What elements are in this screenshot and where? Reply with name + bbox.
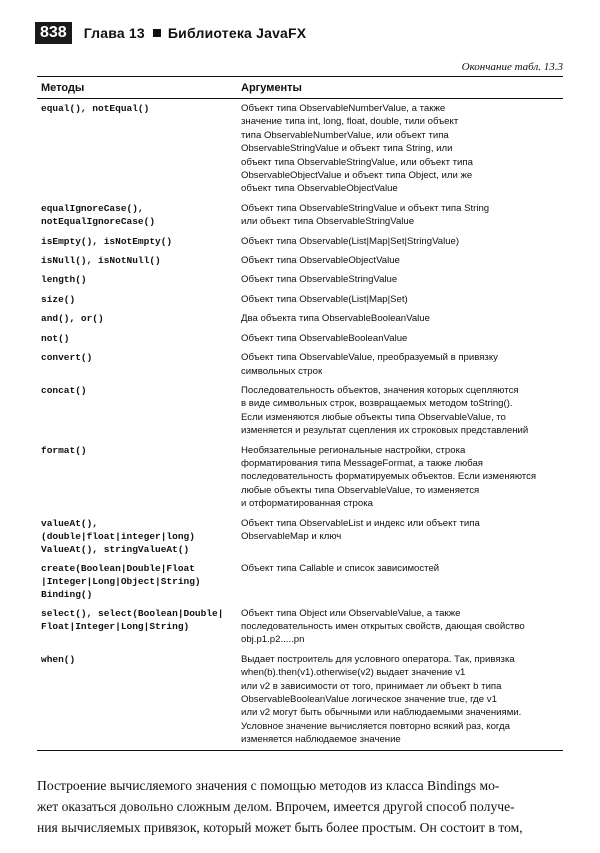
table-row	[37, 251, 563, 270]
method-name: (double|float|integer|long)	[41, 530, 195, 542]
arguments-cell	[235, 562, 563, 601]
table-row	[37, 604, 563, 650]
column-header-arguments: Аргументы	[241, 82, 302, 94]
argument-line: Последовательность объектов, значения которых сцепляются	[241, 384, 519, 396]
arguments-cell	[235, 444, 563, 511]
argument-line: Два объекта типа ObservableBooleanValue	[241, 313, 430, 325]
arguments-cell	[235, 351, 563, 378]
argument-line: ObservableMap и ключ	[241, 530, 342, 542]
method-cell	[37, 607, 235, 647]
arguments-cell	[235, 273, 563, 286]
method-cell	[37, 235, 235, 248]
argument-line: Выдает построитель для условного оператора. Так, привязка	[241, 653, 515, 665]
argument-line: Объект типа Observable(List|Map|Set|StringValue)	[241, 235, 460, 247]
argument-line: значение типа int, long, float, double, тили объект	[241, 116, 459, 128]
method-name: select(), select(Boolean|Double|	[41, 607, 224, 619]
method-cell	[37, 562, 235, 601]
table-row	[37, 559, 563, 604]
argument-line: Объект типа ObservableBooleanValue	[241, 332, 408, 344]
arguments-cell	[235, 653, 563, 747]
method-cell	[37, 653, 235, 747]
method-name: notEqualIgnoreCase()	[41, 215, 156, 227]
argument-line: when(b).then(v1).otherwise(v2) выдает значение v1	[241, 667, 466, 679]
method-cell	[37, 293, 235, 306]
arguments-cell	[235, 517, 563, 556]
argument-line: Объект типа Observable(List|Map|Set)	[241, 293, 408, 305]
column-header-methods: Методы	[41, 82, 85, 94]
argument-line: ObservableObjectValue и объект типа Object, или же	[241, 170, 473, 182]
arguments-cell	[235, 254, 563, 267]
method-cell	[37, 202, 235, 229]
table-row	[37, 381, 563, 441]
method-name: isNull(), isNotNull()	[41, 255, 161, 267]
argument-line: объект типа ObservableObjectValue	[241, 183, 398, 195]
method-name: ValueAt(), stringValueAt()	[41, 543, 190, 555]
method-name: |Integer|Long|Object|String)	[41, 575, 201, 587]
argument-line: форматирования типа MessageFormat, а также любая	[241, 457, 483, 469]
arguments-cell	[235, 102, 563, 196]
body-line: Построение вычисляемого значения с помощью методов из класса Bindings мо-	[37, 778, 500, 793]
argument-line: последовательность имен открытых свойств, дающая свойство	[241, 620, 525, 632]
argument-line: ObservableStringValue и объект типа String, или	[241, 143, 453, 155]
arguments-cell	[235, 607, 563, 647]
method-cell	[37, 332, 235, 345]
method-name: when()	[41, 653, 76, 665]
body-line: жет оказаться довольно сложным делом. Впрочем, имеется другой способ получе-	[37, 799, 515, 814]
method-cell	[37, 273, 235, 286]
method-name: not()	[41, 332, 70, 344]
table-row	[37, 232, 563, 251]
arguments-cell	[235, 235, 563, 248]
square-bullet-icon	[153, 29, 161, 37]
argument-line: Условное значение вычисляется повторно всякий раз, когда	[241, 720, 510, 732]
argument-line: Объект типа ObservableList и индекс или объект типа	[241, 517, 480, 529]
table-caption: Окончание табл. 13.3	[461, 61, 563, 73]
method-cell	[37, 254, 235, 267]
page-header	[35, 20, 565, 46]
method-name: equal(), notEqual()	[41, 103, 150, 114]
body-line: ния вычисляемых привязок, который может быть более простым. Он состоит в том,	[37, 820, 523, 835]
argument-line: Объект типа ObservableNumberValue, а также	[241, 103, 446, 114]
chapter-number: Глава 13	[83, 25, 145, 41]
table-row	[37, 329, 563, 348]
arguments-cell	[235, 384, 563, 438]
body-paragraph	[37, 775, 565, 838]
method-cell	[37, 312, 235, 325]
chapter-title: Библиотека JavaFX	[167, 25, 307, 41]
argument-line: или v2 могут быть обычными или наблюдаемыми значениями.	[241, 707, 522, 719]
argument-line: в виде символьных строк, возвращаемых методом toString().	[241, 398, 513, 410]
arguments-cell	[235, 332, 563, 345]
method-name: equalIgnoreCase(),	[41, 202, 144, 214]
argument-line: изменяется наблюдаемое значение	[241, 734, 401, 746]
argument-line: Объект типа ObservableValue, преобразуемый в привязку	[241, 352, 498, 364]
argument-line: Объект типа ObservableObjectValue	[241, 255, 400, 267]
table-row	[37, 514, 563, 559]
argument-line: Объект типа Object или ObservableValue, а также	[241, 607, 461, 619]
method-cell	[37, 517, 235, 556]
argument-line: любые объекты типа ObservableValue, то изменяется	[241, 484, 480, 496]
arguments-cell	[235, 293, 563, 306]
argument-line: obj.p1.p2.....pn	[241, 634, 305, 646]
table-row	[37, 650, 563, 750]
page-number: 838	[35, 22, 72, 44]
chapter-label	[84, 25, 307, 41]
method-name: Float|Integer|Long|String)	[41, 620, 190, 632]
argument-line: и отформатированная строка	[241, 498, 373, 510]
argument-line: объект типа ObservableStringValue, или объект типа	[241, 156, 473, 168]
argument-line: последовательность форматируемых объектов. Если изменяются	[241, 471, 537, 483]
argument-line: Необязательные региональные настройки, строка	[241, 444, 466, 456]
method-name: and(), or()	[41, 313, 104, 325]
methods-table	[37, 76, 563, 751]
argument-line: символьных строк	[241, 365, 323, 377]
table-row	[37, 270, 563, 289]
argument-line: Объект типа Callable и список зависимостей	[241, 562, 440, 574]
table-header	[37, 77, 563, 99]
method-cell	[37, 444, 235, 511]
argument-line: Объект типа ObservableStringValue	[241, 274, 398, 286]
method-name: size()	[41, 293, 76, 305]
argument-line: или v2 в зависимости от того, принимает ли объект b типа	[241, 680, 502, 692]
method-name: format()	[41, 444, 87, 456]
arguments-cell	[235, 202, 563, 229]
table-row	[37, 441, 563, 514]
table-row	[37, 348, 563, 381]
argument-line: типа ObservableNumberValue, или объект типа	[241, 129, 449, 141]
method-name: valueAt(),	[41, 517, 99, 529]
table-row	[37, 199, 563, 232]
table-body	[37, 99, 563, 750]
method-name: create(Boolean|Double|Float	[41, 562, 195, 574]
table-row	[37, 290, 563, 309]
method-cell	[37, 102, 235, 196]
table-row	[37, 309, 563, 328]
argument-line: Если изменяются любые объекты типа ObservableValue, то	[241, 411, 506, 423]
table-row	[37, 99, 563, 199]
arguments-cell	[235, 312, 563, 325]
argument-line: Объект типа ObservableStringValue и объект типа String	[241, 202, 490, 214]
method-name: length()	[41, 274, 87, 286]
method-name: convert()	[41, 352, 93, 364]
method-cell	[37, 351, 235, 378]
method-name: Binding()	[41, 588, 93, 600]
method-name: concat()	[41, 384, 87, 396]
argument-line: или объект типа ObservableStringValue	[241, 216, 415, 228]
method-name: isEmpty(), isNotEmpty()	[41, 235, 173, 247]
method-cell	[37, 384, 235, 438]
argument-line: ObservableBooleanValue логическое значение true, где v1	[241, 694, 497, 705]
argument-line: изменяется и результат сцепления их строковых представлений	[241, 425, 529, 437]
